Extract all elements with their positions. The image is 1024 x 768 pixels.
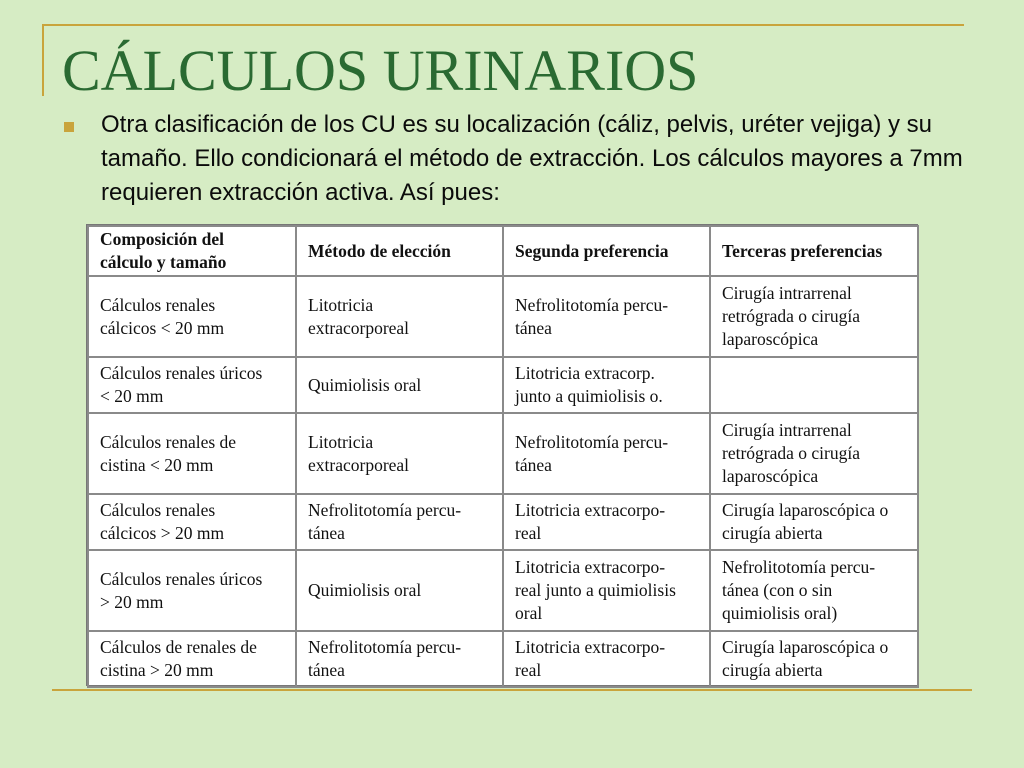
table-cell (710, 357, 918, 413)
table-row (88, 276, 918, 357)
header-composition: Composición del cálculo y tamaño (88, 226, 296, 276)
header-first-method: Método de elección (296, 226, 503, 276)
header-third-preferences: Terceras preferencias (710, 226, 918, 276)
table-cell: Litotricia extracorpo- real (503, 631, 710, 687)
header-second-preference: Segunda preferencia (503, 226, 710, 276)
table-cell: Cirugía intrarrenal retrógrada o cirugía laparoscópica (710, 413, 918, 494)
table-cell: Nefrolitotomía percu- tánea (296, 631, 503, 687)
table-row (88, 413, 918, 494)
table-cell: Nefrolitotomía percu- tánea (296, 494, 503, 550)
table-cell: Cirugía laparoscópica o cirugía abierta (710, 494, 918, 550)
table-cell: Litotricia extracorp. junto a quimiolisis o. (503, 357, 710, 413)
table-cell: Cirugía intrarrenal retrógrada o cirugía laparoscópica (710, 276, 918, 357)
table-cell: Nefrolitotomía percu- tánea (con o sin quimiolisis oral) (710, 550, 918, 631)
table-cell: Cálculos renales úricos < 20 mm (88, 357, 296, 413)
table-cell: Cirugía laparoscópica o cirugía abierta (710, 631, 918, 687)
table-row (88, 357, 918, 413)
treatment-table (86, 224, 918, 686)
slide-title: CÁLCULOS URINARIOS (62, 38, 699, 103)
bottom-rule (52, 689, 972, 691)
table-cell: Nefrolitotomía percu- tánea (503, 413, 710, 494)
frame-top-rule (42, 24, 964, 26)
table-row (88, 631, 918, 687)
table-cell: Litotricia extracorpo- real junto a quimiolisis oral (503, 550, 710, 631)
table-cell: Cálculos renales de cistina < 20 mm (88, 413, 296, 494)
table-cell: Quimiolisis oral (296, 357, 503, 413)
table-cell: Cálculos de renales de cistina > 20 mm (88, 631, 296, 687)
frame-left-rule (42, 24, 44, 96)
table-row (88, 494, 918, 550)
table-cell: Nefrolitotomía percu- tánea (503, 276, 710, 357)
table-cell: Litotricia extracorpo- real (503, 494, 710, 550)
table-cell: Litotricia extracorporeal (296, 276, 503, 357)
bullet-square-icon (64, 122, 74, 132)
table-cell: Cálculos renales cálcicos > 20 mm (88, 494, 296, 550)
table-row (88, 550, 918, 631)
table-cell: Cálculos renales úricos > 20 mm (88, 550, 296, 631)
table-cell: Cálculos renales cálcicos < 20 mm (88, 276, 296, 357)
bullet-text: Otra clasificación de los CU es su localización (cáliz, pelvis, uréter vejiga) y su tamaño. Ello condicionará el método de extracción. Los cálculos mayores a 7mm requieren extracción activa. Así pues: (101, 111, 963, 206)
table-header-row (88, 226, 918, 276)
table-cell: Quimiolisis oral (296, 550, 503, 631)
table-cell: Litotricia extracorporeal (296, 413, 503, 494)
